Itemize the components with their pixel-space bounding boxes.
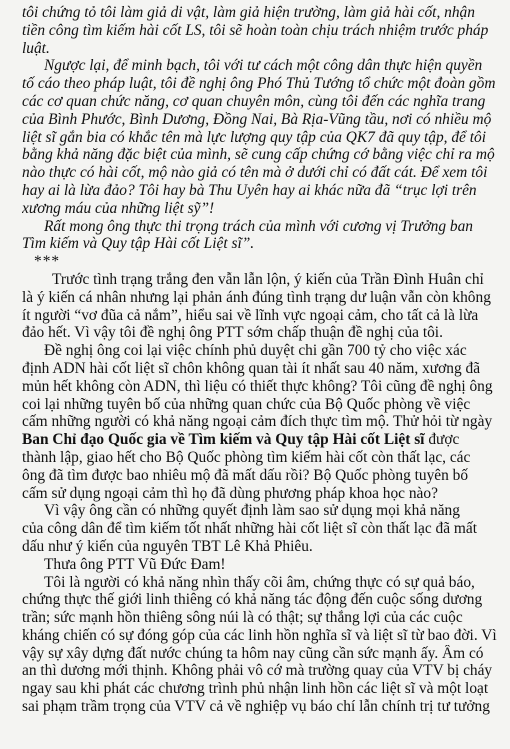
quote-line: luật.: [22, 39, 50, 57]
body-line: Đề nghị ông coi lại việc chính phủ duyệt chi gần 700 tỷ cho việc xác: [44, 342, 467, 360]
quote-line: Rất mong ông thực thi trọng trách của mình với cương vị Trưởng ban: [44, 217, 474, 235]
quote-line: xương máu của những liệt sỹ”!: [22, 199, 215, 217]
body-line: thành lập, giao hết cho Bộ Quốc phòng tìm kiếm hài cốt còn thất lạc, các: [22, 448, 471, 466]
quote-line: bằng khả năng đặc biệt của mình, sẽ cung cấp chứng cớ bằng việc chỉ ra mộ: [22, 146, 495, 164]
quote-line: Ngược lại, để minh bạch, tôi với tư cách một công dân thực hiện quyền: [44, 57, 483, 75]
body-line: là ý kiến cá nhân nhưng lại phản ánh đúng tình trạng dư luận vẫn còn không: [22, 288, 491, 306]
quote-line: tố cáo theo pháp luật, tôi đề nghị ông Phó Thủ Tướng tổ chức một đoàn gồm: [22, 75, 496, 93]
body-line-with-bold: [22, 431, 498, 449]
body-line: ngay sau khi phát các chương trình phủ nhận linh hồn các liệt sĩ và một loạt: [22, 680, 489, 698]
quote-line: nào thực có hài cốt, mộ nào giả có tên mà ở dưới chỉ có đất cát. Để xem tôi: [22, 164, 488, 182]
bold-phrase: Ban Chỉ đạo Quốc gia về Tìm kiếm và Quy tập Hài cốt Liệt sĩ: [22, 431, 425, 449]
body-line: ông đã tìm được bao nhiêu mộ đã mất dấu rồi? Bộ Quốc phòng tuyên bố: [22, 466, 469, 484]
section-separator: ***: [34, 253, 61, 271]
body-line: mủn hết không còn ADN, thì liệu có thiết thực không? Tôi cũng đề nghị ông: [22, 377, 493, 395]
quote-line: các cơ quan chức năng, cơ quan chuyên môn, cùng tôi đến các nghĩa trang: [22, 92, 486, 110]
body-line: dấu như ý kiến của nguyên TBT Lê Khả Phiêu.: [22, 537, 313, 555]
quote-line: liệt sĩ gắn bia có khắc tên mà lực lượng quy tập của QK7 đã quy tập, để tôi: [22, 128, 486, 146]
body-line: Vì vậy ông cần có những quyết định làm sao sử dụng mọi khả năng: [44, 502, 460, 520]
body-line: cấm những người có khả năng ngoại cảm đích thực tìm mộ. Thử hỏi từ ngày: [22, 413, 493, 431]
quote-line: tiền công tìm kiếm hài cốt LS, tôi sẽ hoàn toàn chịu trách nhiệm trước pháp: [22, 21, 489, 39]
body-line: an thì dương mới thịnh. Không phải vô cớ mà trường quay của VTV bị cháy: [22, 662, 493, 680]
quote-line: tôi chứng tỏ tôi làm giả di vật, làm giả hiện trường, làm giả hài cốt, nhận: [22, 4, 475, 21]
salutation-line: Thưa ông PTT Vũ Đức Đam!: [44, 555, 226, 573]
body-line: của công dân để tìm kiếm tốt nhất những hài cốt liệt sĩ còn thất lạc đã mất: [22, 520, 477, 538]
body-line: Tôi là người có khả năng nhìn thấy cõi âm, chứng thực có sự quả báo,: [44, 573, 475, 591]
body-line: định ADN hài cốt liệt sĩ chôn không quan tài ít nhất sau 40 năm, xương đã: [22, 359, 481, 377]
body-line: cấm sử dụng ngoại cảm thì họ đã dùng phương pháp khoa học nào?: [22, 484, 438, 502]
quote-line: của Bình Phước, Bình Dương, Đồng Nai, Bà Rịa-Vũng tầu, nơi có nhiều mộ: [22, 110, 492, 128]
body-line: ít người “vơ đũa cả nắm”, hiểu sai về lĩnh vực ngoại cảm, cho tất cả là lừa: [22, 306, 479, 324]
bold-line-suffix: được: [424, 431, 460, 449]
quote-line: Tìm kiếm và Quy tập Hài cốt Liệt sĩ”.: [22, 235, 255, 253]
body-line: kháng chiến có sự đóng góp của các linh hồn nghĩa sĩ và liệt sĩ từ bao đời. Vì: [22, 626, 497, 644]
body-line: chứng thực thế giới linh thiêng có khả năng tác động đến cuộc sống dương: [22, 591, 483, 609]
quote-line: hay ai là lừa đảo? Tôi hay bà Thu Uyên hay ai khác nữa đã “trục lợi trên: [22, 181, 477, 199]
body-line: Trước tình trạng trắng đen vẫn lẫn lộn, ý kiến của Trần Đình Huân chỉ: [52, 270, 484, 288]
body-line: vậy sự xây dựng đất nước chúng ta hôm nay cũng cần sức mạnh ấy. Âm có: [22, 644, 484, 662]
body-line: đảo hết. Vì vậy tôi đề nghị ông PTT sớm chấp thuận đề nghị của tôi.: [22, 324, 443, 342]
body-line: coi lại những tuyên bố của những quan chức của Bộ Quốc phòng về việc: [22, 395, 471, 413]
body-line: trần; sức mạnh hồn thiêng sông núi là có thật; sự thắng lợi của các cuộc: [22, 609, 463, 627]
body-line: sai phạm trầm trọng của VTV cả về nghiệp vụ báo chí lẫn chính trị tư tưởng: [22, 698, 490, 716]
